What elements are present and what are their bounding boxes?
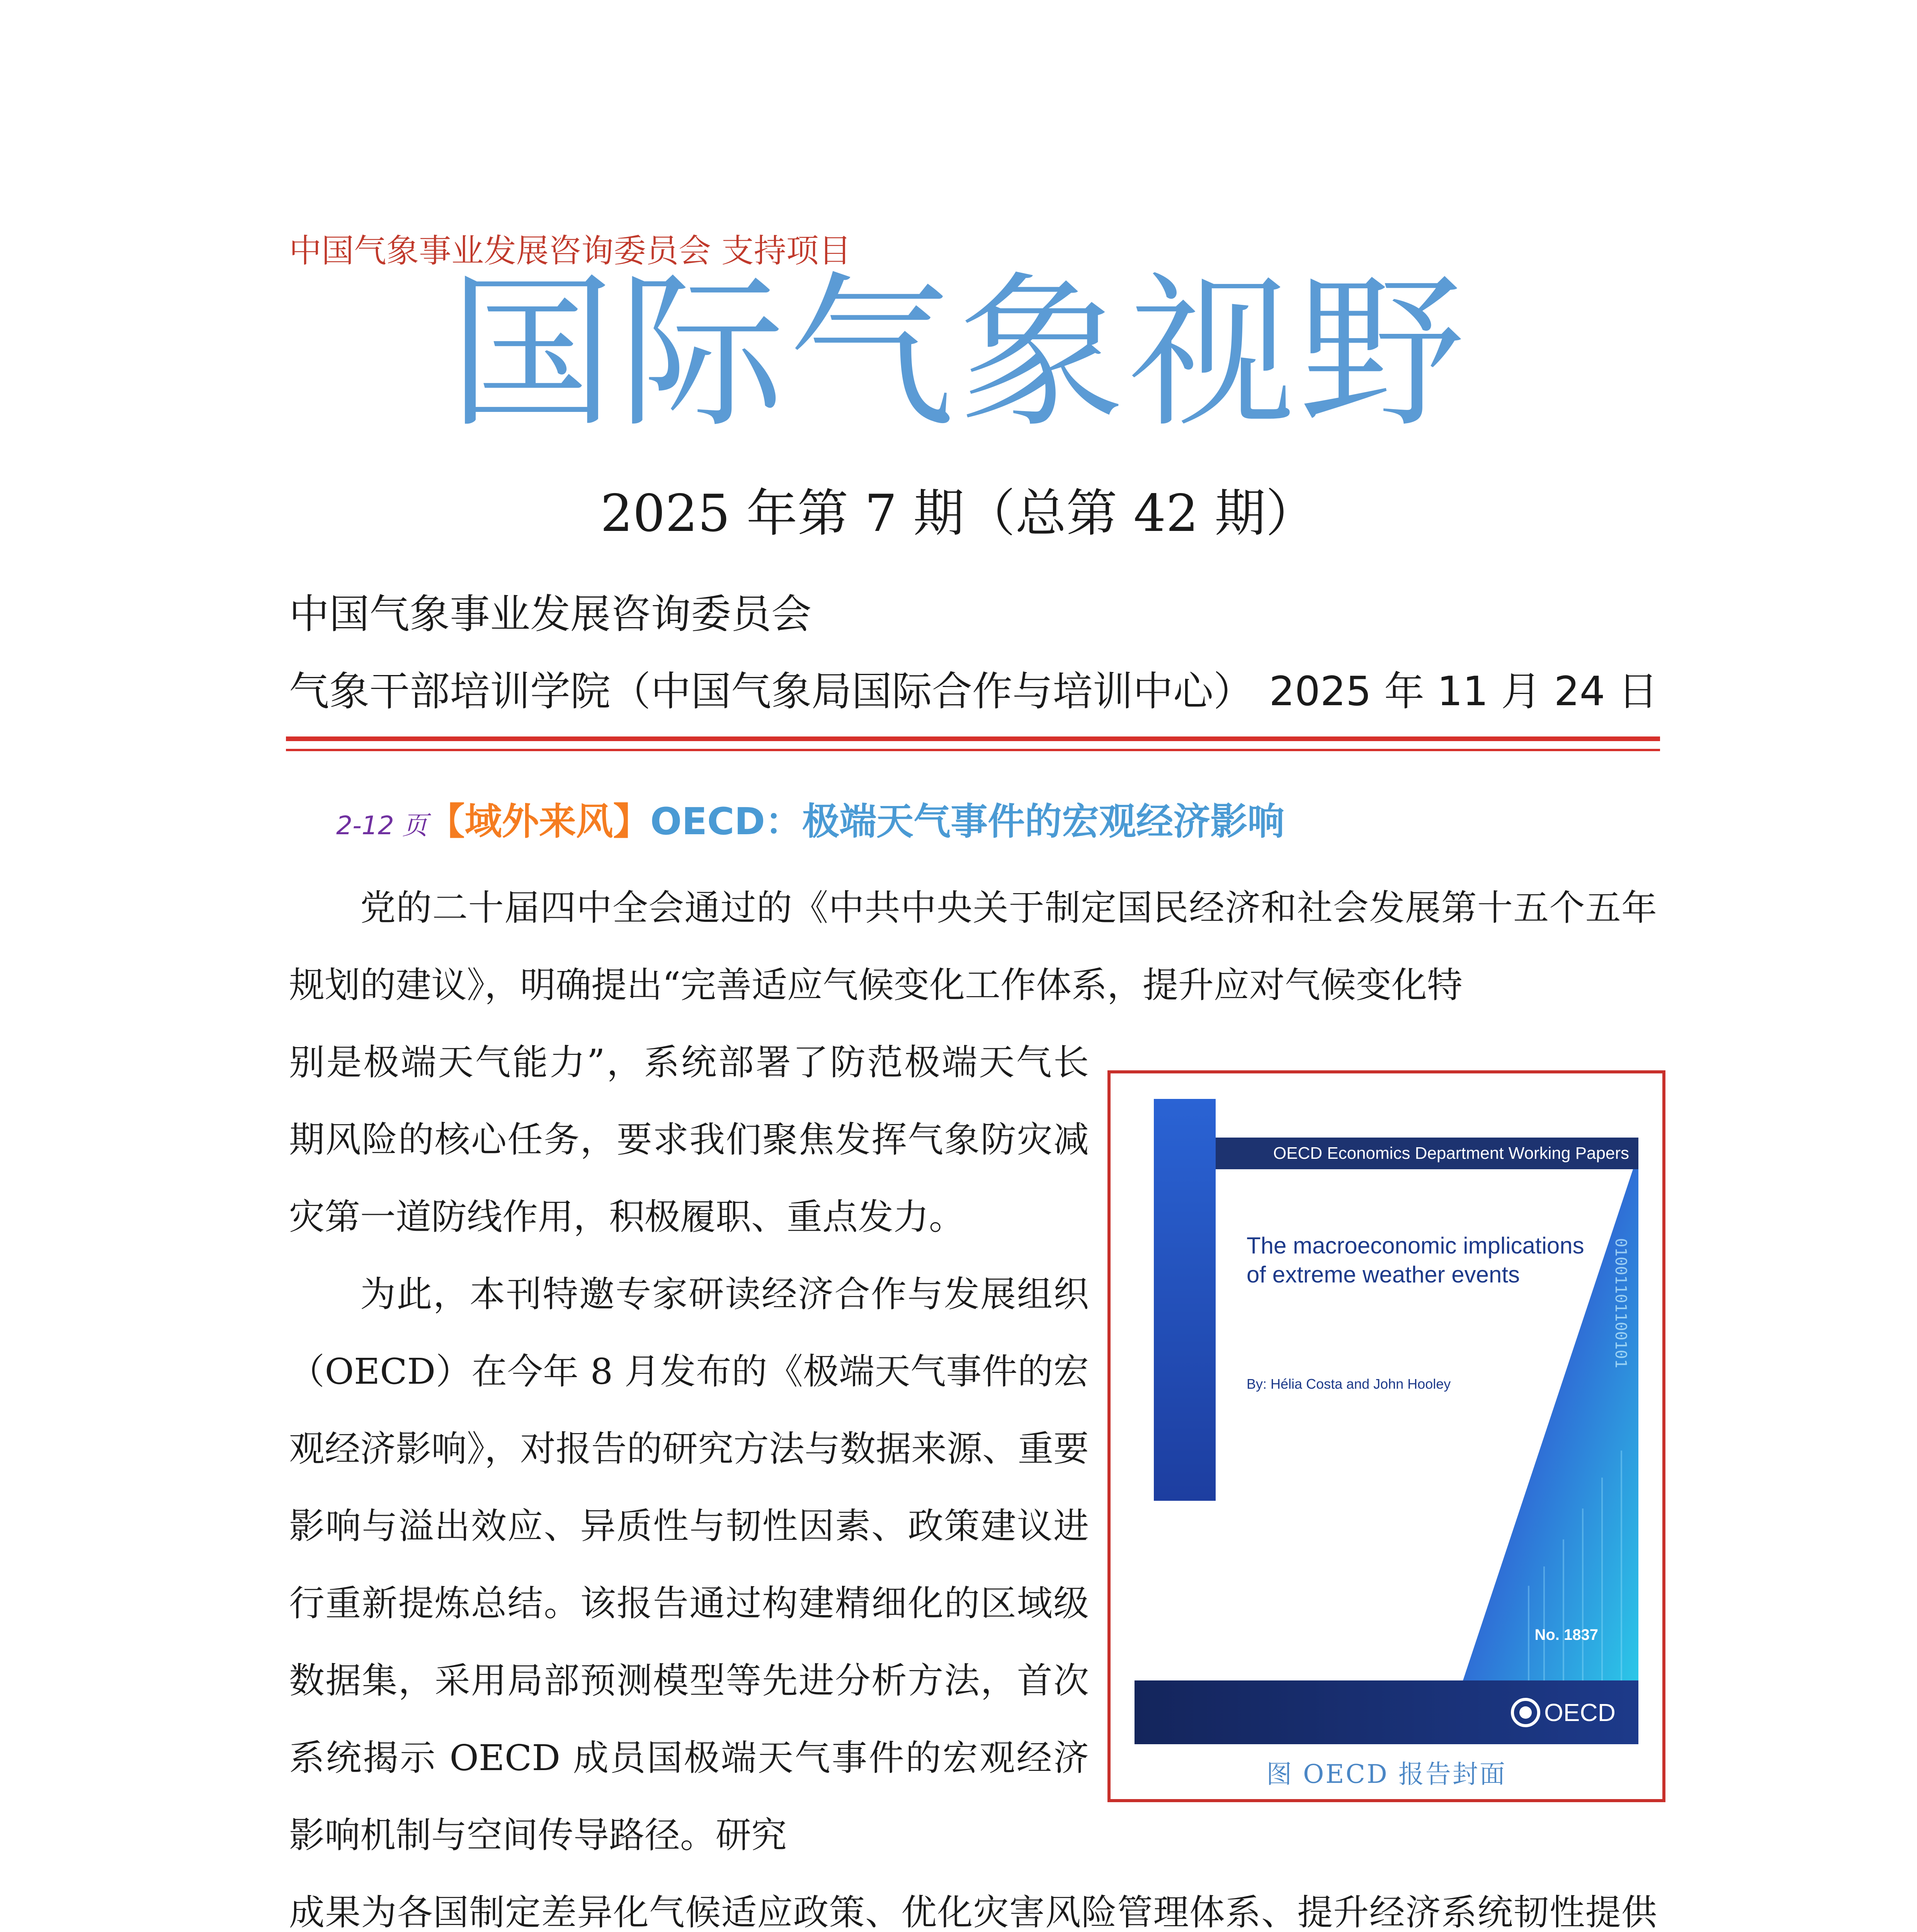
cover-title-line-2: of extreme weather events — [1247, 1262, 1520, 1287]
support-line: 中国气象事业发展咨询委员会 支持项目 — [289, 232, 851, 270]
paragraph-2-continued: 成果为各国制定差异化气候适应政策、优化灾害风险管理体系、提升经济系统韧性提供 — [289, 1892, 1657, 1932]
wrapped-paragraphs — [289, 1024, 1089, 1874]
section-title: OECD：极端天气事件的宏观经济影响 — [650, 800, 1285, 843]
cover-title-line-1: The macroeconomic implications — [1247, 1233, 1584, 1259]
issue-line: 2025 年第 7 期（总第 42 期） — [600, 484, 1317, 543]
report-cover-svg — [1135, 1083, 1638, 1744]
report-cover-image — [1135, 1083, 1638, 1744]
cover-binary-text: 01001101100101 — [1612, 1238, 1630, 1369]
cover-authors: By: Hélia Costa and John Hooley — [1247, 1376, 1451, 1392]
paragraph-1: 党的二十届四中全会通过的《中共中央关于制定国民经济和社会发展第十五个五年规划的建议》，明确提出“完善适应气候变化工作体系，提升应对气候变化特 — [289, 887, 1657, 1006]
section-pages: 2-12 页 — [336, 811, 428, 840]
cover-vertical-bar — [1154, 1099, 1216, 1501]
cover-oecd-logo-text: OECD — [1544, 1699, 1616, 1726]
publisher-org: 中国气象事业发展咨询委员会 — [289, 590, 812, 638]
paragraph-2: 为此，本刊特邀专家研读经济合作与发展组织（OECD）在今年 8 月发布的《极端天气事件的宏观经济影响》，对报告的研究方法与数据来源、重要影响与溢出效应、异质性与韧性因素、政策建议进行重新提炼总结。该报告通过构建精细化的区域级数据集，采用局部预测模型等先进分析方法，首次系统揭示 OECD 成员国极端天气事件的宏观经济影响机制与空间传导路径。研究 — [289, 1274, 1089, 1856]
cover-number: No. 1837 — [1534, 1626, 1598, 1643]
cover-series-label: OECD Economics Department Working Papers — [1273, 1144, 1629, 1163]
header-rule-thin — [286, 749, 1660, 751]
publisher-institute: 气象干部培训学院（中国气象局国际合作与培训中心） — [289, 668, 1254, 715]
paragraph-1-continued: 别是极端天气能力”，系统部署了防范极端天气长期风险的核心任务，要求我们聚焦发挥气象防灾减灾第一道防线作用，积极履职、重点发力。 — [289, 1042, 1089, 1238]
section-heading-1 — [336, 792, 1284, 845]
section-tag: 【域外来风】 — [427, 800, 650, 843]
issue-date: 2025 年 11 月 24 日 — [1269, 668, 1658, 715]
figure-caption: 图 OECD 报告封面 — [1266, 1759, 1507, 1789]
figure-box — [1107, 1070, 1665, 1802]
header-rule-thick — [286, 736, 1660, 741]
masthead-title: 国际气象视野 — [448, 257, 1469, 450]
